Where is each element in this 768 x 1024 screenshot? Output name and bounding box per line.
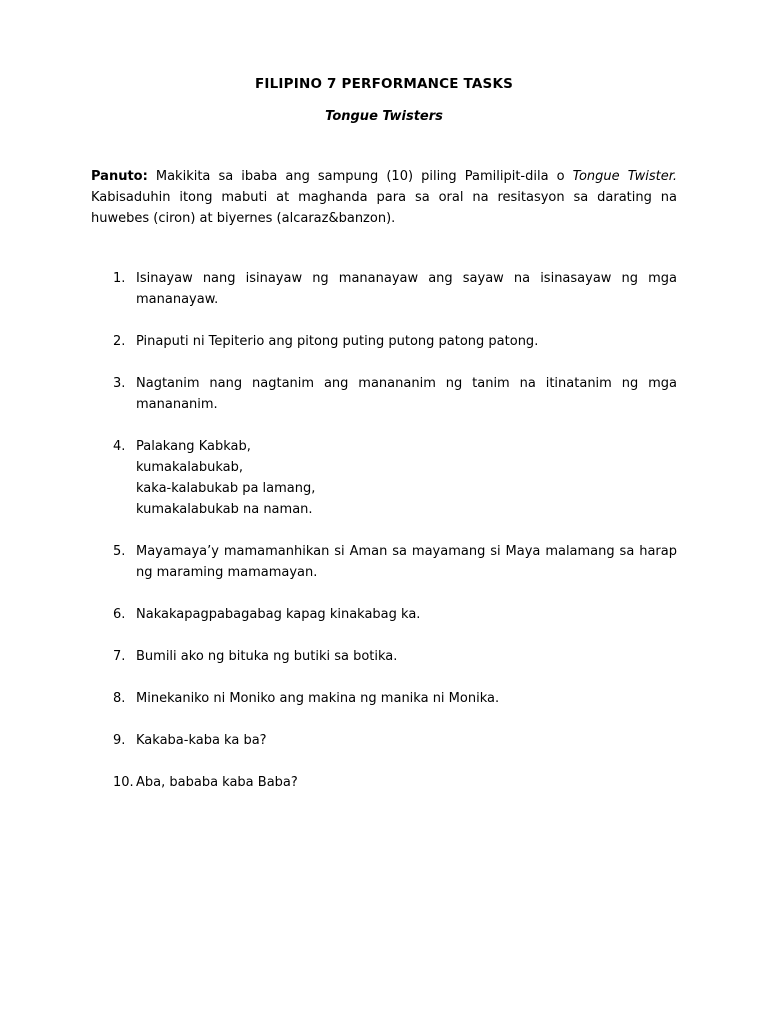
list-item-text: Mayamaya’y mamamanhikan si Aman sa mayamang si Maya malamang sa harap ng maraming mamamayan. (136, 544, 677, 580)
list-item-text: Aba, bababa kaba Baba? (136, 775, 298, 790)
tongue-twister-list (91, 268, 677, 814)
instructions-label: Panuto: (91, 169, 148, 184)
document-subtitle: Tongue Twisters (325, 109, 443, 124)
instructions-text-after: Kabisaduhin itong mabuti at maghanda para sa oral na resitasyon sa darating na huwebes (ciron) at biyernes (alcaraz&banzon). (91, 190, 677, 226)
list-item-number: 1. (113, 271, 126, 286)
list-item-text: Kakaba-kaba ka ba? (136, 733, 267, 748)
list-item-number: 3. (113, 376, 126, 391)
list-item-text: Bumili ako ng bituka ng butiki sa botika. (136, 649, 398, 664)
list-item (91, 541, 677, 583)
instructions-emphasis: Tongue Twister. (572, 169, 677, 184)
list-item-number: 5. (113, 544, 126, 559)
list-item-text: Minekaniko ni Moniko ang makina ng manika ni Monika. (136, 691, 500, 706)
list-item (91, 730, 677, 751)
list-item-text: Nagtanim nang nagtanim ang manananim ng tanim na itinatanim ng mga manananim. (136, 376, 677, 412)
list-item-number: 10. (113, 775, 134, 790)
document-title: FILIPINO 7 PERFORMANCE TASKS (254, 76, 514, 92)
list-item-number: 4. (113, 439, 126, 454)
list-item (91, 268, 677, 310)
instructions-paragraph (91, 166, 677, 229)
list-item-number: 2. (113, 334, 126, 349)
list-item-line: kaka-kalabukab pa lamang, (136, 481, 316, 496)
list-item-text: Nakakapagpabagabag kapag kinakabag ka. (136, 607, 421, 622)
list-item-line: Palakang Kabkab, (136, 439, 251, 454)
list-item-number: 9. (113, 733, 126, 748)
list-item-number: 8. (113, 691, 126, 706)
list-item-line: kumakalabukab na naman. (136, 502, 313, 517)
list-item (91, 646, 677, 667)
list-item-text: Pinaputi ni Tepiterio ang pitong puting putong patong patong. (136, 334, 539, 349)
list-item-line: kumakalabukab, (136, 460, 243, 475)
list-item (91, 772, 677, 793)
list-item (91, 688, 677, 709)
list-item-text: Isinayaw nang isinayaw ng mananayaw ang sayaw na isinasayaw ng mga mananayaw. (136, 271, 677, 307)
list-item (91, 436, 677, 520)
list-item (91, 373, 677, 415)
list-item (91, 604, 677, 625)
list-item-number: 7. (113, 649, 126, 664)
instructions-text-before: Makikita sa ibaba ang sampung (10) piling Pamilipit-dila o (147, 169, 573, 184)
list-item (91, 331, 677, 352)
list-item-number: 6. (113, 607, 126, 622)
